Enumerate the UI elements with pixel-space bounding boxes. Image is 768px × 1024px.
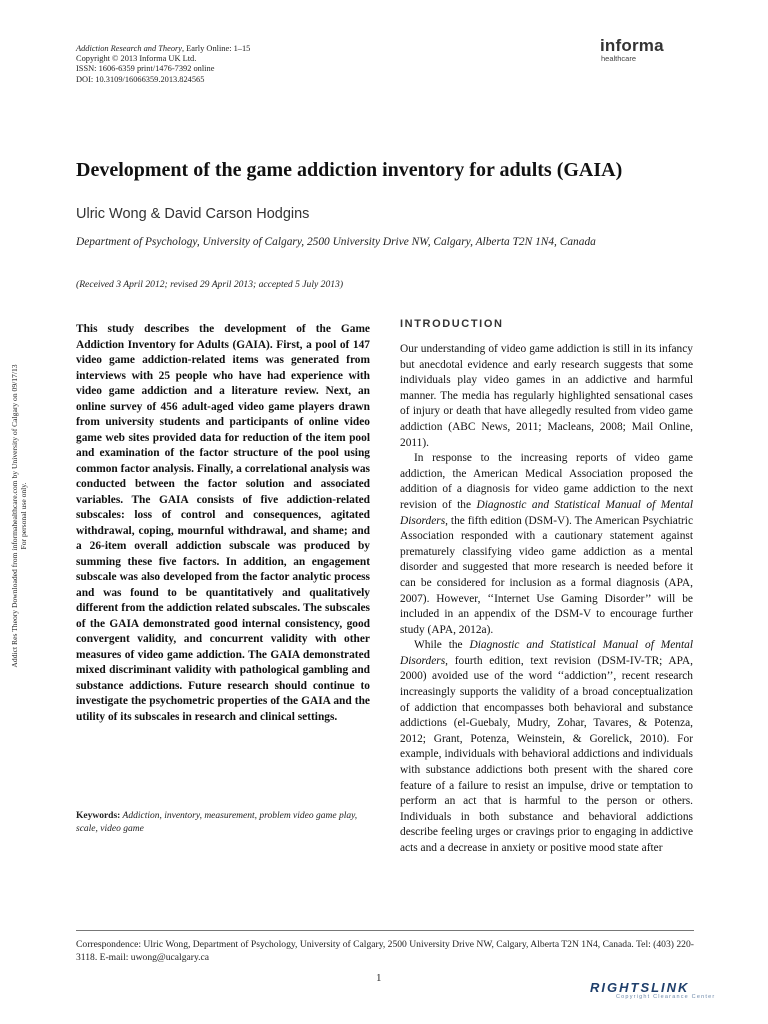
publisher-brand: informa xyxy=(600,36,664,55)
page-number: 1 xyxy=(376,972,382,984)
publisher-logo xyxy=(600,36,710,63)
received-dates: (Received 3 April 2012; revised 29 April 2013; accepted 5 July 2013) xyxy=(76,279,344,290)
rightslink-word: RIGHTSLINK xyxy=(590,980,690,995)
intro-paragraph-2 xyxy=(400,451,693,638)
rightslink-logo xyxy=(590,980,760,1010)
journal-line xyxy=(76,44,436,54)
intro-p3-italic: Diagnostic and Statistical Manual of Mental Disorders xyxy=(400,639,693,667)
keywords-label: Keywords: xyxy=(76,811,121,821)
side-note-line-2: For personal use only. xyxy=(19,482,29,550)
journal-meta xyxy=(76,44,436,85)
article-authors: Ulric Wong & David Carson Hodgins xyxy=(76,206,310,222)
introduction-heading: INTRODUCTION xyxy=(400,318,504,330)
intro-p3-a: While the xyxy=(414,639,470,652)
doi: DOI: 10.3109/16066359.2013.824565 xyxy=(76,74,205,84)
side-note-line-1: Addict Res Theory Downloaded from informahealthcare.com by University of Calgary on 09/17/13 xyxy=(10,364,19,668)
journal-name: Addiction Research and Theory xyxy=(76,44,182,53)
download-side-note xyxy=(4,306,40,726)
introduction-body xyxy=(400,342,693,857)
abstract: This study describes the development of the Game Addiction Inventory for Adults (GAIA). First, a pool of 147 video game addiction-related items was generated from interviews with 25 people who have had experience with video game addiction and a literature review. Next, an online survey of 456 adult-aged video game players drawn from university students and participants of online video game web sites provided data for reduction of the item pool and examination of the factor structure of the pool using common factor analysis. Finally, a correlational analysis was conducted between the factor solution and associated variables. The GAIA consists of five addiction-related subscales: loss of control and consequences, agitated withdrawal, coping, mournful withdrawal, and shame; and a 26-item overall addiction subscale was produced by summing these five factors. In addition, an engagement subscale was also developed from the factor analytic process and was found to be quantitatively and qualitatively different from the addiction related subscales. The subscales of the GAIA demonstrated good internal consistency, good convergent validity, and concurrent validity with other measures of video game addiction. The GAIA demonstrated mixed discriminant validity with pathological gambling and substance addictions. Future research should continue to investigate the psychometric properties of the GAIA and the utility of its subscales in research and clinical settings. xyxy=(76,323,370,723)
footer-rule xyxy=(76,930,694,931)
correspondence: Correspondence: Ulric Wong, Department of Psychology, University of Calgary, 2500 University Drive NW, Calgary, Alberta T2N 1N4, Canada. Tel: (403) 220-3118. E-mail: uwong@ucalgary.ca xyxy=(76,939,694,963)
intro-p2-a: In response to the increasing reports of video game addiction, the American Medical Association proposed the addition of a diagnosis for video game addiction to the next revision of the xyxy=(400,452,693,511)
intro-paragraph-1: Our understanding of video game addiction is still in its infancy but anecdotal evidence and early research suggests that some individuals play video games in an addictive and harmful manner. The media has regularly highlighted sensational cases of injury or death that have allegedly resulted from video game addiction (ABC News, 2011; Macleans, 2008; Mail Online, 2011). xyxy=(400,343,693,449)
intro-p2-italic: Diagnostic and Statistical Manual of Mental Disorders xyxy=(400,498,693,527)
side-note-text xyxy=(10,306,29,726)
keywords-text: Addiction, inventory, measurement, problem video game play, scale, video game xyxy=(76,811,358,834)
issn: ISSN: 1606-6359 print/1476-7392 online xyxy=(76,64,215,74)
intro-paragraph-3 xyxy=(400,638,693,856)
intro-p3-b: , fourth edition, text revision (DSM-IV-TR; APA, 2000) avoided use of the word ‘‘addiction’’, recent research increasingly supports the validity of a broad conceptualization of addiction that encompasses both behavioral and substance addictions (el-Guebaly, Mudry, Zohar, Tavares, & Potenza, 2012; Grant, Potenza, Weinstein, & Gorelick, 2010). For example, individuals with behavioral addictions and individuals with substance addictions both present with the shared core feature of a failure to resist an impulse, drive or temptation to perform an act that is harmful to the person or others. Individuals in both substance and behavioral addictions describe feeling urges or cravings prior to engaging in addictive acts and a decrease in anxiety or positive mood state after xyxy=(400,654,693,854)
keywords xyxy=(76,810,370,836)
rightslink-tag: Copyright Clearance Center xyxy=(616,994,716,1000)
publisher-sub: healthcare xyxy=(601,54,637,63)
early-online: , Early Online: 1–15 xyxy=(181,44,251,53)
intro-p2-b: , the fifth edition (DSM-V). The American Psychiatric Association responded with a cautionary statement against prematurely classifying video game addiction as a mental disorder and suggested that more research is needed before it can be considered for inclusion as a formal diagnosis (APA, 2007). However, ‘‘Internet Use Gaming Disorder’’ will be included in an appendix of the DSM-V to encourage further study (APA, 2012a). xyxy=(400,514,693,636)
copyright: Copyright © 2013 Informa UK Ltd. xyxy=(76,54,197,64)
article-title: Development of the game addiction inventory for adults (GAIA) xyxy=(76,159,623,181)
author-affiliation: Department of Psychology, University of Calgary, 2500 University Drive NW, Calgary, Alberta T2N 1N4, Canada xyxy=(76,236,596,248)
